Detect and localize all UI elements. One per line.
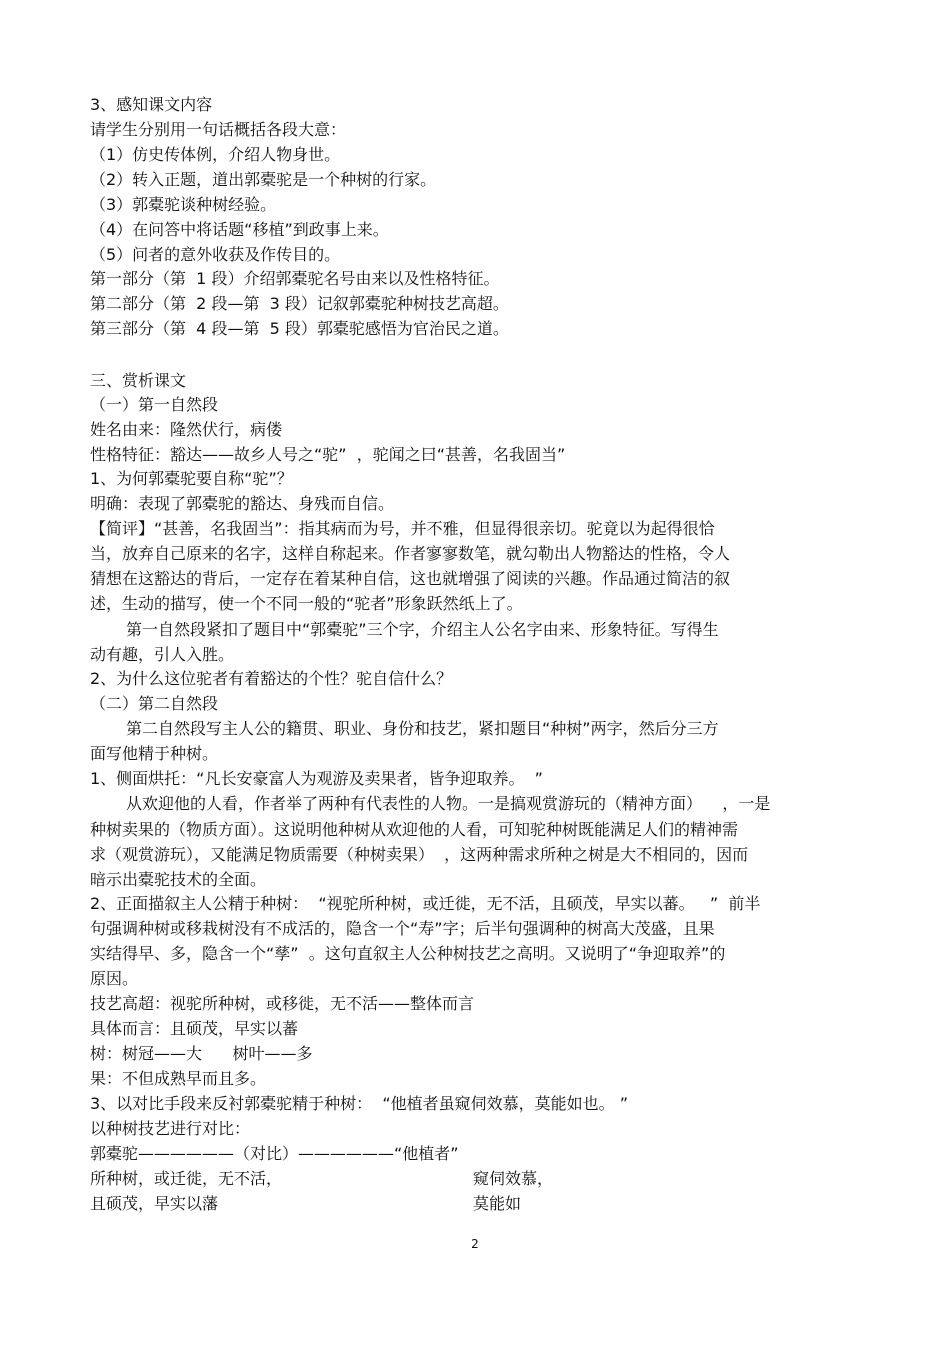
paragraph-line: 第二自然段写主人公的籍贯、职业、身份和技艺，紧扣题目“种树”两字，然后分三方	[126, 719, 719, 738]
comment-line: 猜想在这豁达的背后，一定存在着某种自信，这也就增强了阅读的兴趣。作品通过简洁的叙	[90, 569, 731, 588]
prompt-line: 请学生分别用一句话概括各段大意：	[90, 120, 347, 139]
summary-item: （1）仿史传体例，介绍人物身世。	[90, 145, 341, 164]
text-line: 姓名由来：隆然伏行，病偻	[90, 420, 283, 439]
summary-item: （4）在问答中将话题“移植”到政事上来。	[90, 220, 389, 239]
page-number: 2	[471, 1237, 479, 1251]
paragraph-line: 句强调种树或移栽树没有不成活的，隐含一个“寿”字；后半句强调种的树高大茂盛，且果	[90, 919, 715, 938]
paragraph-line: 实结得早、多，隐含一个“孳” 。这句直叙主人公种树技艺之高明。又说明了“争迎取养”的	[90, 944, 726, 963]
summary-item: （3）郭橐驼谈种树经验。	[90, 195, 277, 214]
contrast-header: 郭橐驼——————（对比）——————“他植者”	[90, 1144, 459, 1163]
skill-line: 具体而言：且硕茂，早实以蕃	[90, 1019, 299, 1038]
point-title: 3、以对比手段来反衬郭橐驼精于种树： “他植者虽窥伺效慕，莫能如也。 ”	[90, 1094, 629, 1113]
text-line: 性格特征：豁达——故乡人号之“驼” ，驼闻之曰“甚善，名我固当”	[90, 445, 566, 464]
subsection-heading: （一）第一自然段	[90, 395, 219, 414]
part-line: 第一部分（第 1 段）介绍郭橐驼名号由来以及性格特征。	[90, 269, 500, 288]
point-title: 1、侧面烘托：“凡长安豪富人为观游及卖果者，皆争迎取养。 ”	[90, 769, 543, 788]
section-heading: 三、赏析课文	[90, 371, 187, 390]
contrast-left-line: 所种树，或迁徙，无不活，	[90, 1169, 283, 1188]
answer-line: 明确：表现了郭橐驼的豁达、身残而自信。	[90, 494, 395, 513]
paragraph-line: 动有趣，引人入胜。	[90, 645, 235, 664]
skill-line: 树：树冠——大 树叶——多	[90, 1044, 313, 1063]
contrast-left-line: 且硕茂，早实以藩	[90, 1194, 219, 1213]
paragraph-line: 第一自然段紧扣了题目中“郭橐驼”三个字，介绍主人公名字由来、形象特征。写得生	[126, 620, 719, 639]
skill-line: 技艺高超：视驼所种树，或移徙，无不活——整体而言	[90, 994, 475, 1013]
paragraph-line: 暗示出橐驼技术的全面。	[90, 870, 267, 889]
subsection-heading: （二）第二自然段	[90, 694, 219, 713]
section-heading: 3、感知课文内容	[90, 95, 213, 114]
point-title: 2、正面描叙主人公精于种树： “视驼所种树，或迁徙，无不活，且硕茂，早实以蕃。 ” 前半	[90, 894, 761, 913]
summary-item: （2）转入正题，道出郭橐驼是一个种树的行家。	[90, 170, 437, 189]
comment-line: 【简评】“甚善，名我固当”：指其病而为号，并不雅，但显得很亲切。驼竟以为起得很恰	[90, 519, 715, 538]
contrast-right-line: 窥伺效慕，	[473, 1169, 554, 1188]
contrast-right-line: 莫能如	[473, 1194, 522, 1213]
part-line: 第二部分（第 2 段—第 3 段）记叙郭橐驼种树技艺高超。	[90, 294, 509, 313]
paragraph-line: 求（观赏游玩），又能满足物质需要（种树卖果） ，这两种需求所种之树是大不相同的，因而	[90, 845, 749, 864]
question-line: 2、为什么这位驼者有着豁达的个性？驼自信什么？	[90, 669, 453, 688]
text-line: 以种树技艺进行对比：	[90, 1119, 251, 1138]
summary-item: （5）问者的意外收获及作传目的。	[90, 245, 341, 264]
paragraph-line: 面写他精于种树。	[90, 744, 219, 763]
paragraph-line: 种树卖果的（物质方面）。这说明他种树从欢迎他的人看，可知驼种树既能满足人们的精神需	[90, 820, 739, 839]
comment-line: 当，放弃自己原来的名字，这样自称起来。作者寥寥数笔，就勾勒出人物豁达的性格，令人	[90, 544, 731, 563]
paragraph-line: 原因。	[90, 969, 139, 988]
comment-line: 述，生动的描写，使一个不同一般的“驼者”形象跃然纸上了。	[90, 594, 523, 613]
question-line: 1、为何郭橐驼要自称“驼”？	[90, 469, 293, 488]
skill-line: 果：不但成熟早而且多。	[90, 1069, 267, 1088]
part-line: 第三部分（第 4 段—第 5 段）郭橐驼感悟为官治民之道。	[90, 319, 509, 338]
paragraph-line: 从欢迎他的人看，作者举了两种有代表性的人物。一是搞观赏游玩的（精神方面） ，一是	[126, 794, 771, 813]
